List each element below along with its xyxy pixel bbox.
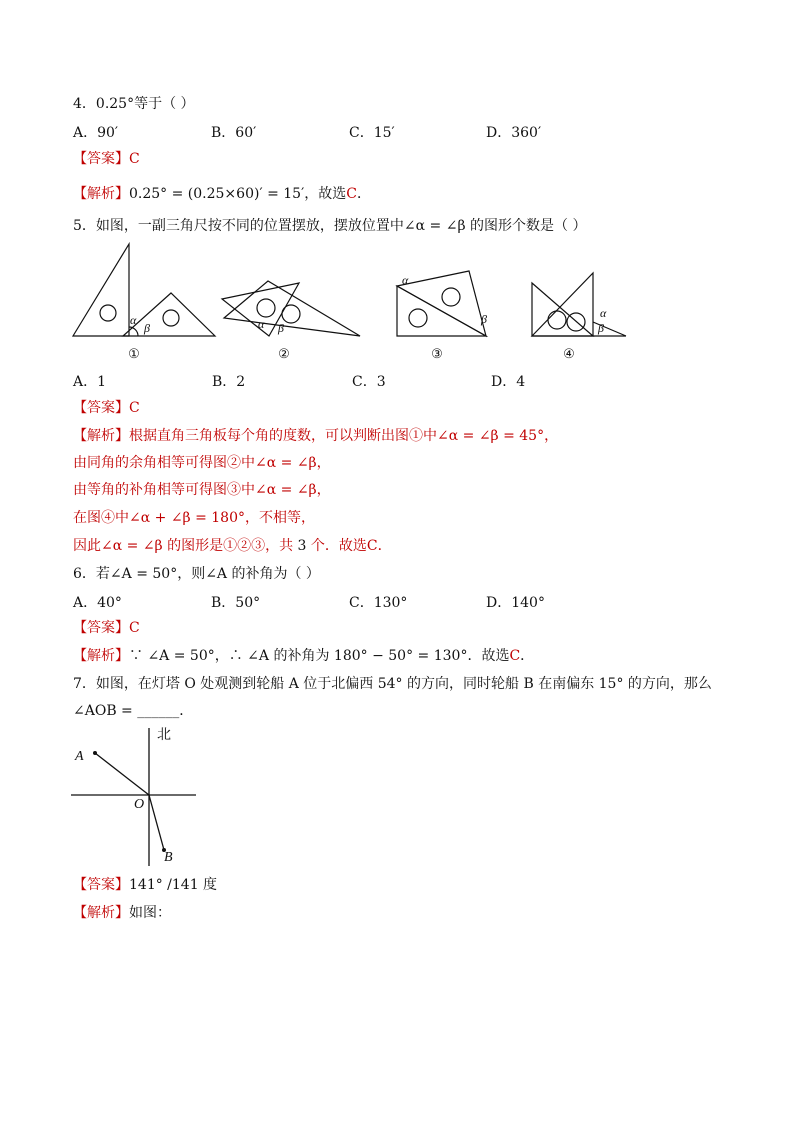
figure-2-triangles (222, 281, 360, 336)
q5-option-c: C．3 (352, 374, 386, 390)
q4-analysis-expr: 0.25° = (0.25×60)′ = 15′，故选 (129, 186, 347, 202)
q5-option-d: D．4 (491, 374, 526, 390)
q4-stem: 4．0.25°等于（ ） (73, 96, 195, 112)
q5-option-a: A．1 (73, 374, 107, 390)
q5-option-b: B．2 (212, 374, 246, 390)
answer-label: 【答案】 (73, 151, 129, 167)
q4-option-c: C．15′ (349, 125, 395, 141)
q7-answer-value: 141° /141 度 (129, 877, 218, 893)
fig4-beta: β (598, 321, 604, 335)
q6-option-d: D．140° (486, 595, 545, 611)
fig1-beta: β (144, 321, 150, 335)
q5-options (0, 371, 794, 389)
q6-analysis (73, 647, 534, 665)
q5-conclusion-text: 因此∠α = ∠β 的图形是①②③，共 (73, 538, 294, 554)
q7-analysis (73, 904, 171, 922)
q6-option-c: C．130° (349, 595, 408, 611)
q5-analysis-line-5 (73, 537, 392, 555)
fig3-alpha: α (402, 273, 409, 287)
q6-analysis-choice: C (509, 648, 521, 664)
q7-stem-line-2: ∠AOB = ______． (73, 703, 194, 719)
q6-answer (73, 619, 140, 637)
q6-analysis-end: ． (520, 648, 535, 664)
fig3-beta: β (481, 312, 487, 326)
q4-analysis (73, 185, 371, 203)
q6-stem: 6．若∠A = 50°，则∠A 的补角为（ ） (73, 566, 320, 582)
q5-analysis-line-1 (73, 427, 558, 445)
q5-analysis-line-2: 由同角的余角相等可得图②中∠α = ∠β， (73, 455, 331, 471)
q4-analysis-choice: C (346, 186, 357, 202)
analysis-label: 【解析】 (73, 186, 129, 202)
q7-analysis-text: 如图： (129, 905, 171, 921)
north-label: 北 (157, 727, 171, 743)
q4-option-a: A．90′ (73, 125, 119, 141)
q4-analysis-end: ． (356, 186, 371, 202)
figure-4-triangles (532, 273, 626, 336)
q7-figure (0, 720, 794, 870)
q5-analysis-line-3: 由等角的补角相等可得图③中∠α = ∠β， (73, 482, 331, 498)
analysis-label: 【解析】 (73, 648, 129, 664)
point-a-dot (93, 751, 97, 755)
figure-4-label: ④ (563, 346, 575, 361)
q6-answer-value: C (129, 620, 140, 636)
point-a-label: A (75, 749, 84, 764)
q5-conclusion-choice: C (366, 538, 378, 554)
q5-conclusion-unit: 个．故选 (310, 538, 367, 554)
q5-figures (0, 238, 794, 363)
q4-answer-value: C (129, 151, 140, 167)
q5-stem: 5．如图，一副三角尺按不同的位置摆放，摆放位置中∠α = ∠β 的图形个数是（ ） (73, 218, 587, 234)
q4-options (0, 122, 794, 140)
q7-stem-line-1: 7．如图，在灯塔 O 处观测到轮船 A 位于北偏西 54° 的方向，同时轮船 B 在南偏东 15° 的方向，那么 (73, 676, 712, 692)
q4-answer (73, 150, 140, 168)
figure-3-triangles (397, 271, 486, 336)
figure-3-label: ③ (431, 346, 443, 361)
q5-answer-value: C (129, 400, 140, 416)
q6-option-a: A．40° (73, 595, 122, 611)
answer-label: 【答案】 (73, 877, 129, 893)
q4-option-d: D．360′ (486, 125, 542, 141)
fig4-alpha: α (600, 306, 607, 320)
q5-analysis-text-1: 根据直角三角板每个角的度数，可以判断出图①中∠α = ∠β = 45°， (129, 428, 559, 444)
q6-options (0, 592, 794, 610)
point-o-label: O (134, 797, 145, 812)
analysis-label: 【解析】 (73, 428, 129, 444)
answer-label: 【答案】 (73, 620, 129, 636)
q5-answer (73, 399, 140, 417)
figure-1-label: ① (128, 346, 140, 361)
fig1-alpha: α (130, 313, 137, 327)
ray-ob (149, 795, 164, 850)
point-b-label: B (164, 850, 173, 865)
fig2-beta: β (278, 321, 284, 335)
q5-analysis-line-4: 在图④中∠α + ∠β = 180°，不相等， (73, 510, 315, 526)
ray-oa (95, 753, 149, 795)
q6-analysis-expr: ∵ ∠A = 50°，∴ ∠A 的补角为 180° − 50° = 130°．故选 (129, 648, 510, 664)
answer-label: 【答案】 (73, 400, 129, 416)
q7-answer (73, 876, 217, 894)
fig2-alpha: α (258, 317, 265, 331)
q6-option-b: B．50° (211, 595, 261, 611)
q4-option-b: B．60′ (211, 125, 257, 141)
analysis-label: 【解析】 (73, 905, 129, 921)
q5-conclusion-count: 3 (297, 538, 307, 554)
q5-conclusion-end: ． (377, 538, 392, 554)
figure-2-label: ② (278, 346, 290, 361)
